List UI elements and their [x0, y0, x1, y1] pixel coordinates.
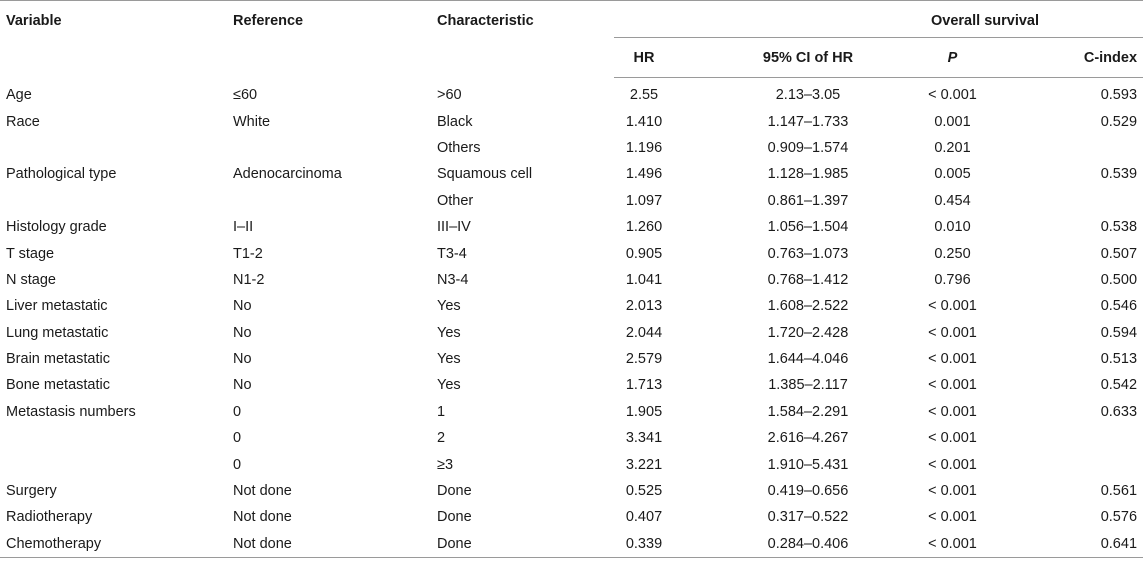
cell-hr: 0.407: [625, 509, 663, 526]
table-row: [0, 320, 1143, 346]
cell-p: 0.454: [934, 192, 971, 209]
cell-characteristic: ≥3: [437, 456, 454, 473]
cell-reference: T1-2: [233, 245, 263, 262]
cell-cindex: 0.538: [1100, 219, 1138, 236]
cell-hr: 1.097: [625, 192, 663, 209]
cell-hr: 2.579: [625, 351, 663, 368]
cell-characteristic: >60: [437, 86, 462, 103]
cell-characteristic: Squamous cell: [437, 166, 533, 183]
cell-characteristic: T3-4: [437, 245, 467, 262]
cell-p: 0.201: [934, 139, 971, 156]
cell-p: < 0.001: [928, 87, 977, 104]
cell-ci: 2.13–3.05: [775, 87, 841, 104]
cell-characteristic: Done: [437, 509, 472, 526]
table-row: [0, 425, 1143, 451]
cell-characteristic: Others: [437, 139, 481, 156]
cell-reference: [227, 188, 431, 214]
cell-reference: I–II: [233, 219, 254, 236]
cell-hr: 3.341: [625, 430, 663, 447]
table-row: [0, 451, 1143, 477]
cell-ci: 0.909–1.574: [767, 139, 849, 156]
cell-variable: Chemotherapy: [0, 531, 227, 558]
cell-ci: 0.317–0.522: [767, 509, 849, 526]
cell-p: < 0.001: [928, 377, 977, 394]
cell-variable: Metastasis numbers: [6, 403, 136, 420]
table-row: [0, 372, 1143, 398]
header-variable: Variable: [6, 13, 62, 29]
cell-reference: Not done: [227, 531, 431, 558]
cell-hr: 1.260: [625, 219, 663, 236]
header-characteristic: Characteristic: [437, 13, 534, 29]
cell-characteristic: 2: [437, 430, 446, 447]
header-hr: HR: [614, 38, 728, 78]
cell-p: 0.250: [934, 245, 971, 262]
cell-variable: [0, 451, 227, 477]
cell-cindex: 0.539: [1100, 166, 1138, 183]
cell-hr: 2.55: [629, 87, 659, 104]
cell-p: < 0.001: [928, 351, 977, 368]
table-row: [0, 346, 1143, 372]
cell-ci: 2.616–4.267: [767, 430, 849, 447]
table-row: [0, 293, 1143, 319]
cell-variable: N stage: [6, 271, 56, 288]
cell-variable: Age: [6, 86, 32, 103]
cell-ci: 0.768–1.412: [767, 271, 849, 288]
cell-characteristic: Other: [437, 192, 474, 209]
table-row: [0, 214, 1143, 240]
cell-hr: 1.496: [625, 166, 663, 183]
header-overall-survival: Overall survival: [614, 1, 1143, 38]
cell-ci: 0.419–0.656: [767, 483, 849, 500]
table-row: [0, 161, 1143, 187]
cell-p: 0.010: [934, 219, 971, 236]
cell-variable: Liver metastatic: [6, 298, 108, 315]
cell-ci: 1.720–2.428: [767, 324, 849, 341]
cell-hr: 2.044: [625, 324, 663, 341]
cell-reference: Not done: [233, 509, 292, 526]
cell-characteristic: Black: [437, 113, 473, 130]
cell-characteristic: Done: [437, 483, 472, 500]
cell-cindex: 0.500: [1100, 271, 1138, 288]
cell-reference: Not done: [233, 483, 292, 500]
cell-variable: T stage: [6, 245, 55, 262]
cell-cindex: 0.561: [1100, 483, 1138, 500]
cell-hr: 0.339: [614, 531, 728, 558]
cell-characteristic: Yes: [437, 377, 461, 394]
cell-cindex: 0.546: [1100, 298, 1138, 315]
cell-ci: 0.763–1.073: [767, 245, 849, 262]
cell-characteristic: Yes: [437, 351, 461, 368]
cell-characteristic: Done: [431, 531, 614, 558]
table-row: [0, 78, 1143, 109]
cell-ci: 1.644–4.046: [767, 351, 849, 368]
cell-ci: 0.284–0.406: [728, 531, 888, 558]
cell-reference: White: [233, 113, 271, 130]
cell-ci: 1.910–5.431: [767, 456, 849, 473]
cell-cindex: [1015, 451, 1143, 477]
cell-ci: 0.861–1.397: [767, 192, 849, 209]
cell-ci: 1.584–2.291: [767, 403, 849, 420]
cell-cindex: 0.513: [1100, 351, 1138, 368]
table-row: [0, 504, 1143, 530]
cell-variable: Surgery: [6, 483, 57, 500]
cell-ci: 1.056–1.504: [767, 219, 849, 236]
cell-cindex: 0.594: [1100, 324, 1138, 341]
cell-hr: 0.905: [625, 245, 663, 262]
cell-reference: 0: [233, 403, 242, 420]
cell-hr: 3.221: [625, 456, 663, 473]
table-row: [0, 108, 1143, 134]
cell-reference: Adenocarcinoma: [233, 166, 342, 183]
cell-p: 0.796: [934, 271, 971, 288]
cell-reference: No: [233, 351, 252, 368]
cell-variable: Lung metastatic: [6, 324, 109, 341]
cell-p: < 0.001: [928, 403, 977, 420]
cell-hr: 1.196: [625, 139, 663, 156]
cell-ci: 1.385–2.117: [768, 377, 848, 394]
cell-ci: 1.128–1.985: [767, 166, 849, 183]
cell-cindex: 0.641: [1015, 531, 1143, 558]
header-reference: Reference: [233, 13, 304, 29]
cell-ci: 1.608–2.522: [767, 298, 849, 315]
cell-p: < 0.001: [928, 456, 977, 473]
cell-variable: Brain metastatic: [6, 351, 110, 368]
cell-hr: 1.905: [625, 403, 663, 420]
cell-reference: No: [233, 298, 252, 315]
cell-ci: 1.147–1.733: [767, 113, 849, 130]
cell-reference: N1-2: [233, 271, 265, 288]
table-row: [0, 478, 1143, 504]
cell-variable: Race: [6, 113, 40, 130]
table-header: [0, 1, 1143, 78]
cell-cindex: 0.576: [1100, 509, 1138, 526]
cell-hr: 1.041: [625, 271, 663, 288]
cell-hr: 1.713: [625, 377, 663, 394]
table-row: [0, 531, 1143, 558]
cell-reference: No: [233, 324, 252, 341]
cell-characteristic: Yes: [437, 298, 461, 315]
cell-variable: [0, 188, 227, 214]
cell-cindex: [1015, 425, 1143, 451]
cell-p: 0.005: [934, 166, 971, 183]
cell-p: 0.001: [934, 113, 971, 130]
cell-p: < 0.001: [928, 483, 977, 500]
cell-cindex: 0.593: [1100, 87, 1138, 104]
cell-characteristic: III–IV: [437, 219, 471, 236]
cell-reference: 0: [233, 456, 242, 473]
cell-reference: ≤60: [233, 86, 258, 103]
cell-cindex: 0.633: [1100, 403, 1138, 420]
header-ci: 95% CI of HR: [728, 38, 888, 78]
cell-variable: Bone metastatic: [6, 377, 110, 394]
cell-hr: 0.525: [625, 483, 663, 500]
table-row: [0, 135, 1143, 161]
cell-variable: [0, 425, 227, 451]
table-body: [0, 78, 1143, 558]
cell-hr: 2.013: [625, 298, 663, 315]
header-p: P: [888, 38, 1015, 78]
cell-p: < 0.001: [928, 324, 977, 341]
table-row: [0, 267, 1143, 293]
cell-variable: Pathological type: [6, 166, 117, 183]
cell-characteristic: N3-4: [437, 271, 469, 288]
cell-p: < 0.001: [928, 430, 977, 447]
cell-p: < 0.001: [928, 509, 977, 526]
table-row: [0, 188, 1143, 214]
cell-variable: Histology grade: [6, 219, 107, 236]
cell-reference: 0: [233, 430, 242, 447]
cell-variable: [0, 135, 227, 161]
table-row: [0, 399, 1143, 425]
cell-p: < 0.001: [888, 531, 1015, 558]
cell-cindex: [1015, 188, 1143, 214]
cell-cindex: 0.542: [1100, 377, 1138, 394]
cell-reference: [227, 135, 431, 161]
cell-p: < 0.001: [928, 298, 977, 315]
cell-characteristic: Yes: [437, 324, 461, 341]
cell-cindex: 0.507: [1100, 245, 1138, 262]
cell-characteristic: 1: [437, 403, 446, 420]
cell-reference: No: [233, 377, 252, 394]
table-row: [0, 240, 1143, 266]
header-cindex: C-index: [1015, 38, 1143, 78]
cell-cindex: 0.529: [1100, 113, 1138, 130]
cell-cindex: [1015, 135, 1143, 161]
cell-variable: Radiotherapy: [6, 509, 93, 526]
cell-hr: 1.410: [625, 113, 663, 130]
